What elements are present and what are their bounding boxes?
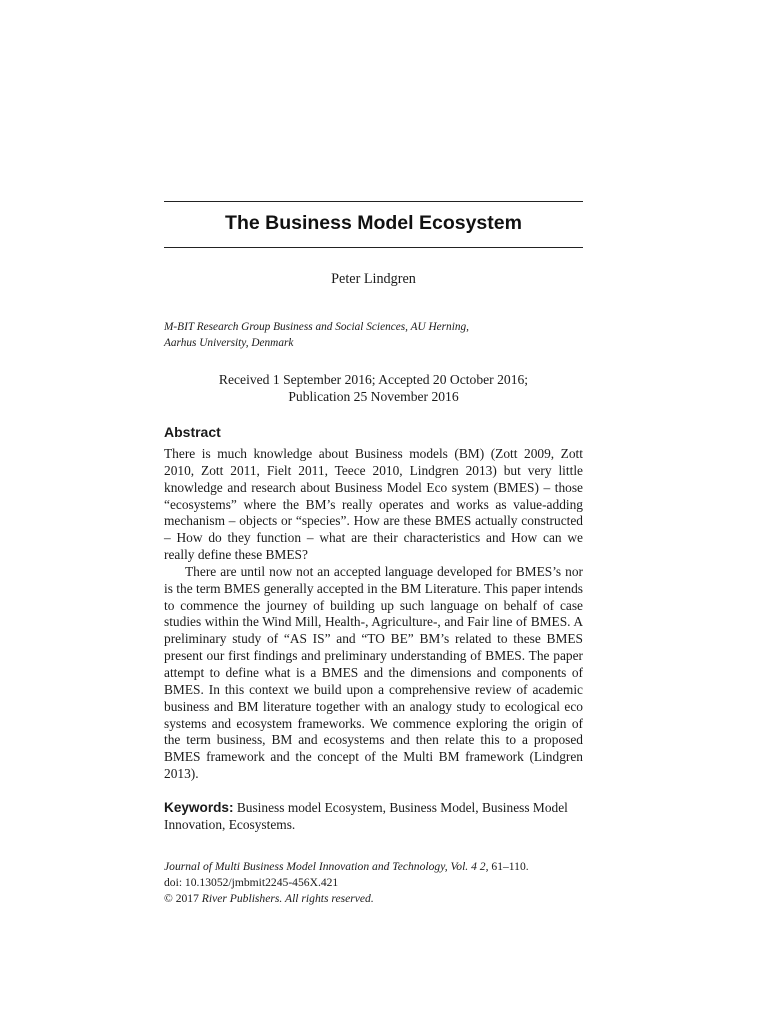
copyright-rights: River Publishers. All rights reserved. [201, 892, 374, 905]
affiliation-line: M-BIT Research Group Business and Social Sciences, AU Herning, [164, 321, 469, 333]
title-top-rule [164, 201, 583, 202]
paper-title: The Business Model Ecosystem [225, 212, 522, 234]
copyright [164, 891, 583, 907]
journal-citation [164, 859, 583, 875]
author-name: Peter Lindgren [331, 271, 416, 287]
keywords [164, 799, 583, 833]
keywords-text: Business model Ecosystem, Business Model, Business Model Innovation, Ecosystems. [164, 800, 568, 832]
dates-line: Received 1 September 2016; Accepted 20 October 2016; [218, 372, 529, 387]
journal-footer [164, 859, 583, 907]
copyright-year: 2017 [172, 892, 202, 905]
abstract-body [164, 446, 583, 783]
title-bottom-rule [164, 247, 583, 248]
affiliation [164, 320, 583, 351]
abstract-paragraph: There are until now not an accepted language developed for BMES’s nor is the term BMES generally accepted in the BM Literature. This paper intends to commence the journey of building up such language on behalf of case studies within the Wind Mill, Health-, Agriculture-, and Fair line of BMES. A preliminary study of “AS IS” and “TO BE” BM’s related to these BMES present our first findings and preliminary understanding of BMES. The paper attempt to define what is a BMES and the dimensions and components of BMES. In this context we build upon a comprehensive review of academic business and BM literature together with an analogy study to ecological eco systems and ecosystem frameworks. We commence exploring the origin of the term business, BM and ecosystems and then relate this to a proposed BMES framework and the concept of the Multi BM framework (Lindgren 2013). [164, 563, 583, 782]
journal-pages: 61–110. [488, 860, 529, 873]
abstract-paragraph: There is much knowledge about Business models (BM) (Zott 2009, Zott 2010, Zott 2011, Fielt 2011, Teece 2010, Lindgren 2013) but very little knowledge and research about Business Model Eco system (BMES) – those “ecosystems” where the BM’s really operates and works as value-adding mechanism – objects or “species”. How are these BMES actually constructed – How do they function – what are their characteristics and How can we really define these BMES? [164, 446, 583, 563]
abstract-heading: Abstract [164, 424, 221, 440]
doi: doi: 10.13052/jmbmit2245-456X.421 [164, 876, 339, 889]
dates-line: Publication 25 November 2016 [288, 388, 459, 404]
journal-name: Journal of Multi Business Model Innovation and Technology, Vol. 4 2, [164, 860, 489, 873]
keywords-label: Keywords: [164, 800, 234, 815]
affiliation-line: Aarhus University, Denmark [164, 336, 294, 349]
copyright-symbol: © [164, 892, 173, 905]
publication-dates [164, 372, 583, 405]
